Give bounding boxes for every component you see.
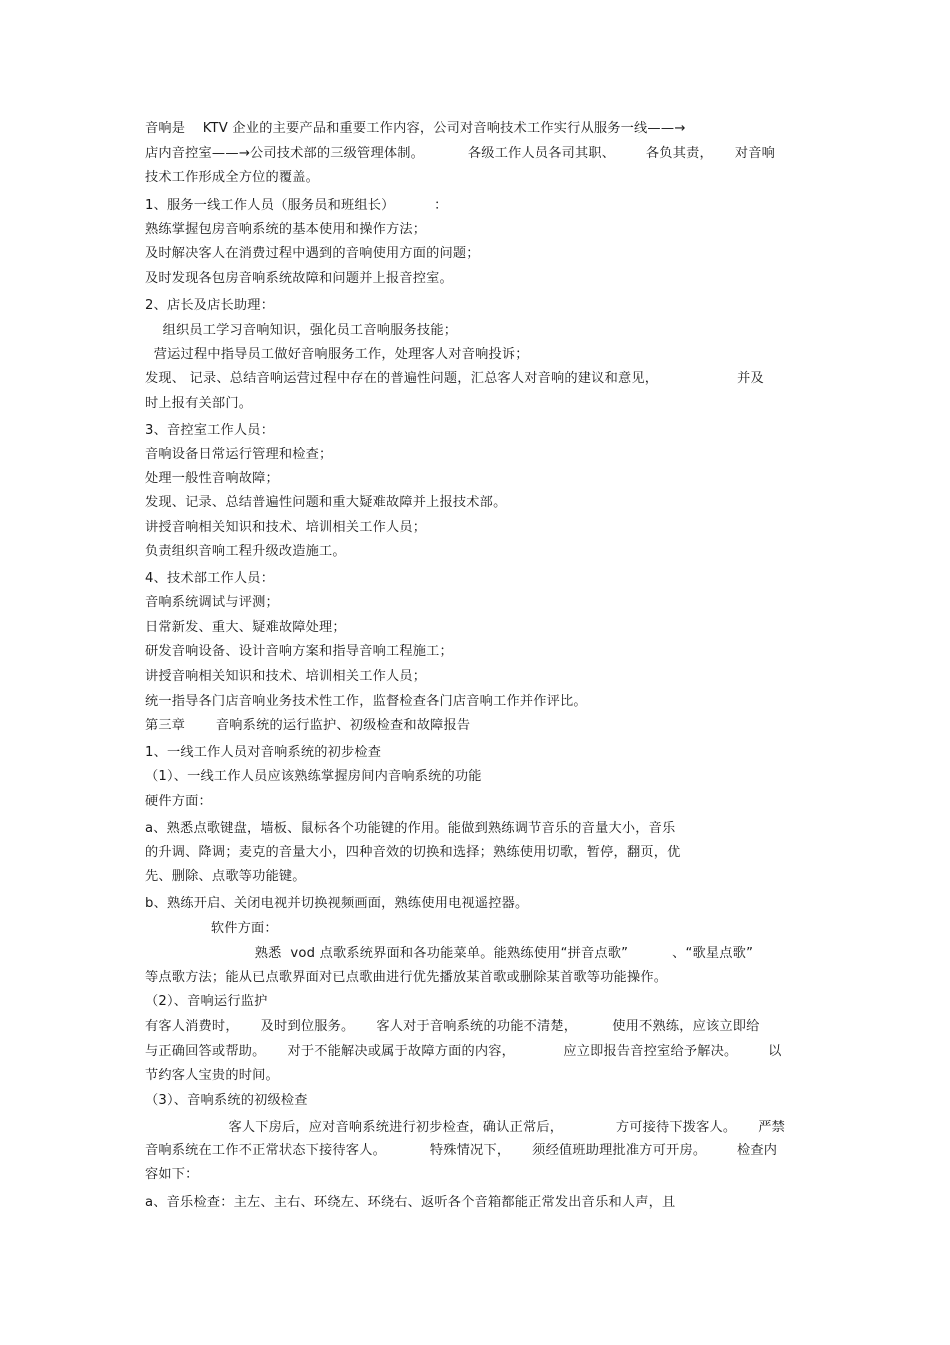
paragraph-line: a、音乐检查：主左、主右、环绕左、环绕右、返听各个音箱都能正常发出音乐和人声，且 [145, 1195, 676, 1210]
list-item: 及时解决客人在消费过程中遇到的音响使用方面的问题； [145, 246, 480, 261]
paragraph-line: 等点歌方法；能从已点歌界面对已点歌曲进行优先播放某首歌或删除某首歌等功能操作。 [145, 970, 668, 985]
paragraph-line-03: 技术工作形成全方位的覆盖。 [145, 170, 320, 185]
subsection-heading: （2）、音响运行监护 [145, 994, 268, 1009]
list-item: 处理一般性音响故障； [145, 471, 279, 486]
paragraph-line: 先、删除、点歌等功能键。 [145, 869, 306, 884]
paragraph-line: b、熟练开启、关闭电视并切换视频画面，熟练使用电视遥控器。 [145, 896, 529, 911]
paragraph-line: 与正确回答或帮助。 对于不能解决或属于故障方面的内容， 应立即报告音控室给予解决。 以 [145, 1044, 782, 1059]
paragraph-line: 有客人消费时， 及时到位服务。 客人对于音响系统的功能不清楚， 使用不熟练，应该立即给 [145, 1019, 760, 1034]
list-item: 讲授音响相关知识和技术、培训相关工作人员； [145, 520, 427, 535]
subsection-heading: （1）、一线工作人员应该熟练掌握房间内音响系统的功能 [145, 769, 482, 784]
paragraph-line: 音响系统在工作不正常状态下接待客人。 特殊情况下， 须经值班助理批准方可开房。 检查内 [145, 1143, 778, 1158]
section-heading-2: 2、店长及店长助理： [145, 298, 275, 313]
list-item: 音响设备日常运行管理和检查； [145, 447, 333, 462]
paragraph-line: 的升调、降调；麦克的音量大小，四种音效的切换和选择；熟练使用切歌，暂停，翻页，优 [145, 845, 681, 860]
subsection-heading: （3）、音响系统的初级检查 [145, 1093, 308, 1108]
list-item: 发现、记录、总结普遍性问题和重大疑难故障并上报技术部。 [145, 495, 507, 510]
section-heading-4: 4、技术部工作人员： [145, 571, 275, 586]
list-item: 熟练掌握包房音响系统的基本使用和操作方法； [145, 222, 427, 237]
paragraph-line: 节约客人宝贵的时间。 [145, 1068, 279, 1083]
list-item: 统一指导各门店音响业务技术性工作，监督检查各门店音响工作并作评比。 [145, 694, 587, 709]
paragraph-line-02: 店内音控室——→公司技术部的三级管理体制。 各级工作人员各司其职、 各负其责， 对音响 [145, 146, 775, 161]
list-item: 讲授音响相关知识和技术、培训相关工作人员； [145, 669, 427, 684]
list-item: 发现、 记录、总结音响运营过程中存在的普遍性问题，汇总客人对音响的建议和意见， 并及 [145, 371, 764, 386]
paragraph-line: 容如下： [145, 1167, 199, 1182]
list-item-continued: 时上报有关部门。 [145, 396, 253, 411]
list-item: 负责组织音响工程升级改造施工。 [145, 544, 346, 559]
list-item: 及时发现各包房音响系统故障和问题并上报音控室。 [145, 271, 453, 286]
list-item: 日常新发、重大、疑难故障处理； [145, 620, 346, 635]
paragraph-line: 熟悉 vod 点歌系统界面和各功能菜单。能熟练使用“拼音点歌” 、“歌星点歌” [145, 946, 754, 961]
section-heading-1: 1、服务一线工作人员（服务员和班组长） ： [145, 198, 448, 213]
label-hardware: 硬件方面： [145, 794, 212, 809]
chapter-heading: 第三章 音响系统的运行监护、初级检查和故障报告 [145, 718, 471, 733]
list-item: 研发音响设备、设计音响方案和指导音响工程施工； [145, 644, 453, 659]
paragraph-line: 客人下房后，应对音响系统进行初步检查，确认正常后， 方可接待下拨客人。 严禁 [145, 1120, 786, 1135]
section-heading-3: 3、音控室工作人员： [145, 423, 275, 438]
list-item: 音响系统调试与评测； [145, 595, 279, 610]
list-item: 组织员工学习音响知识，强化员工音响服务技能； [145, 323, 458, 338]
label-software: 软件方面： [145, 921, 278, 936]
paragraph-line: a、熟悉点歌键盘，墙板、鼠标各个功能键的作用。能做到熟练调节音乐的音量大小，音乐 [145, 821, 676, 836]
paragraph-line-01: 音响是 KTV 企业的主要产品和重要工作内容，公司对音响技术工作实行从服务一线——→ [145, 121, 686, 136]
subsection-heading: 1、一线工作人员对音响系统的初步检查 [145, 745, 382, 760]
list-item: 营运过程中指导员工做好音响服务工作，处理客人对音响投诉； [145, 347, 529, 362]
